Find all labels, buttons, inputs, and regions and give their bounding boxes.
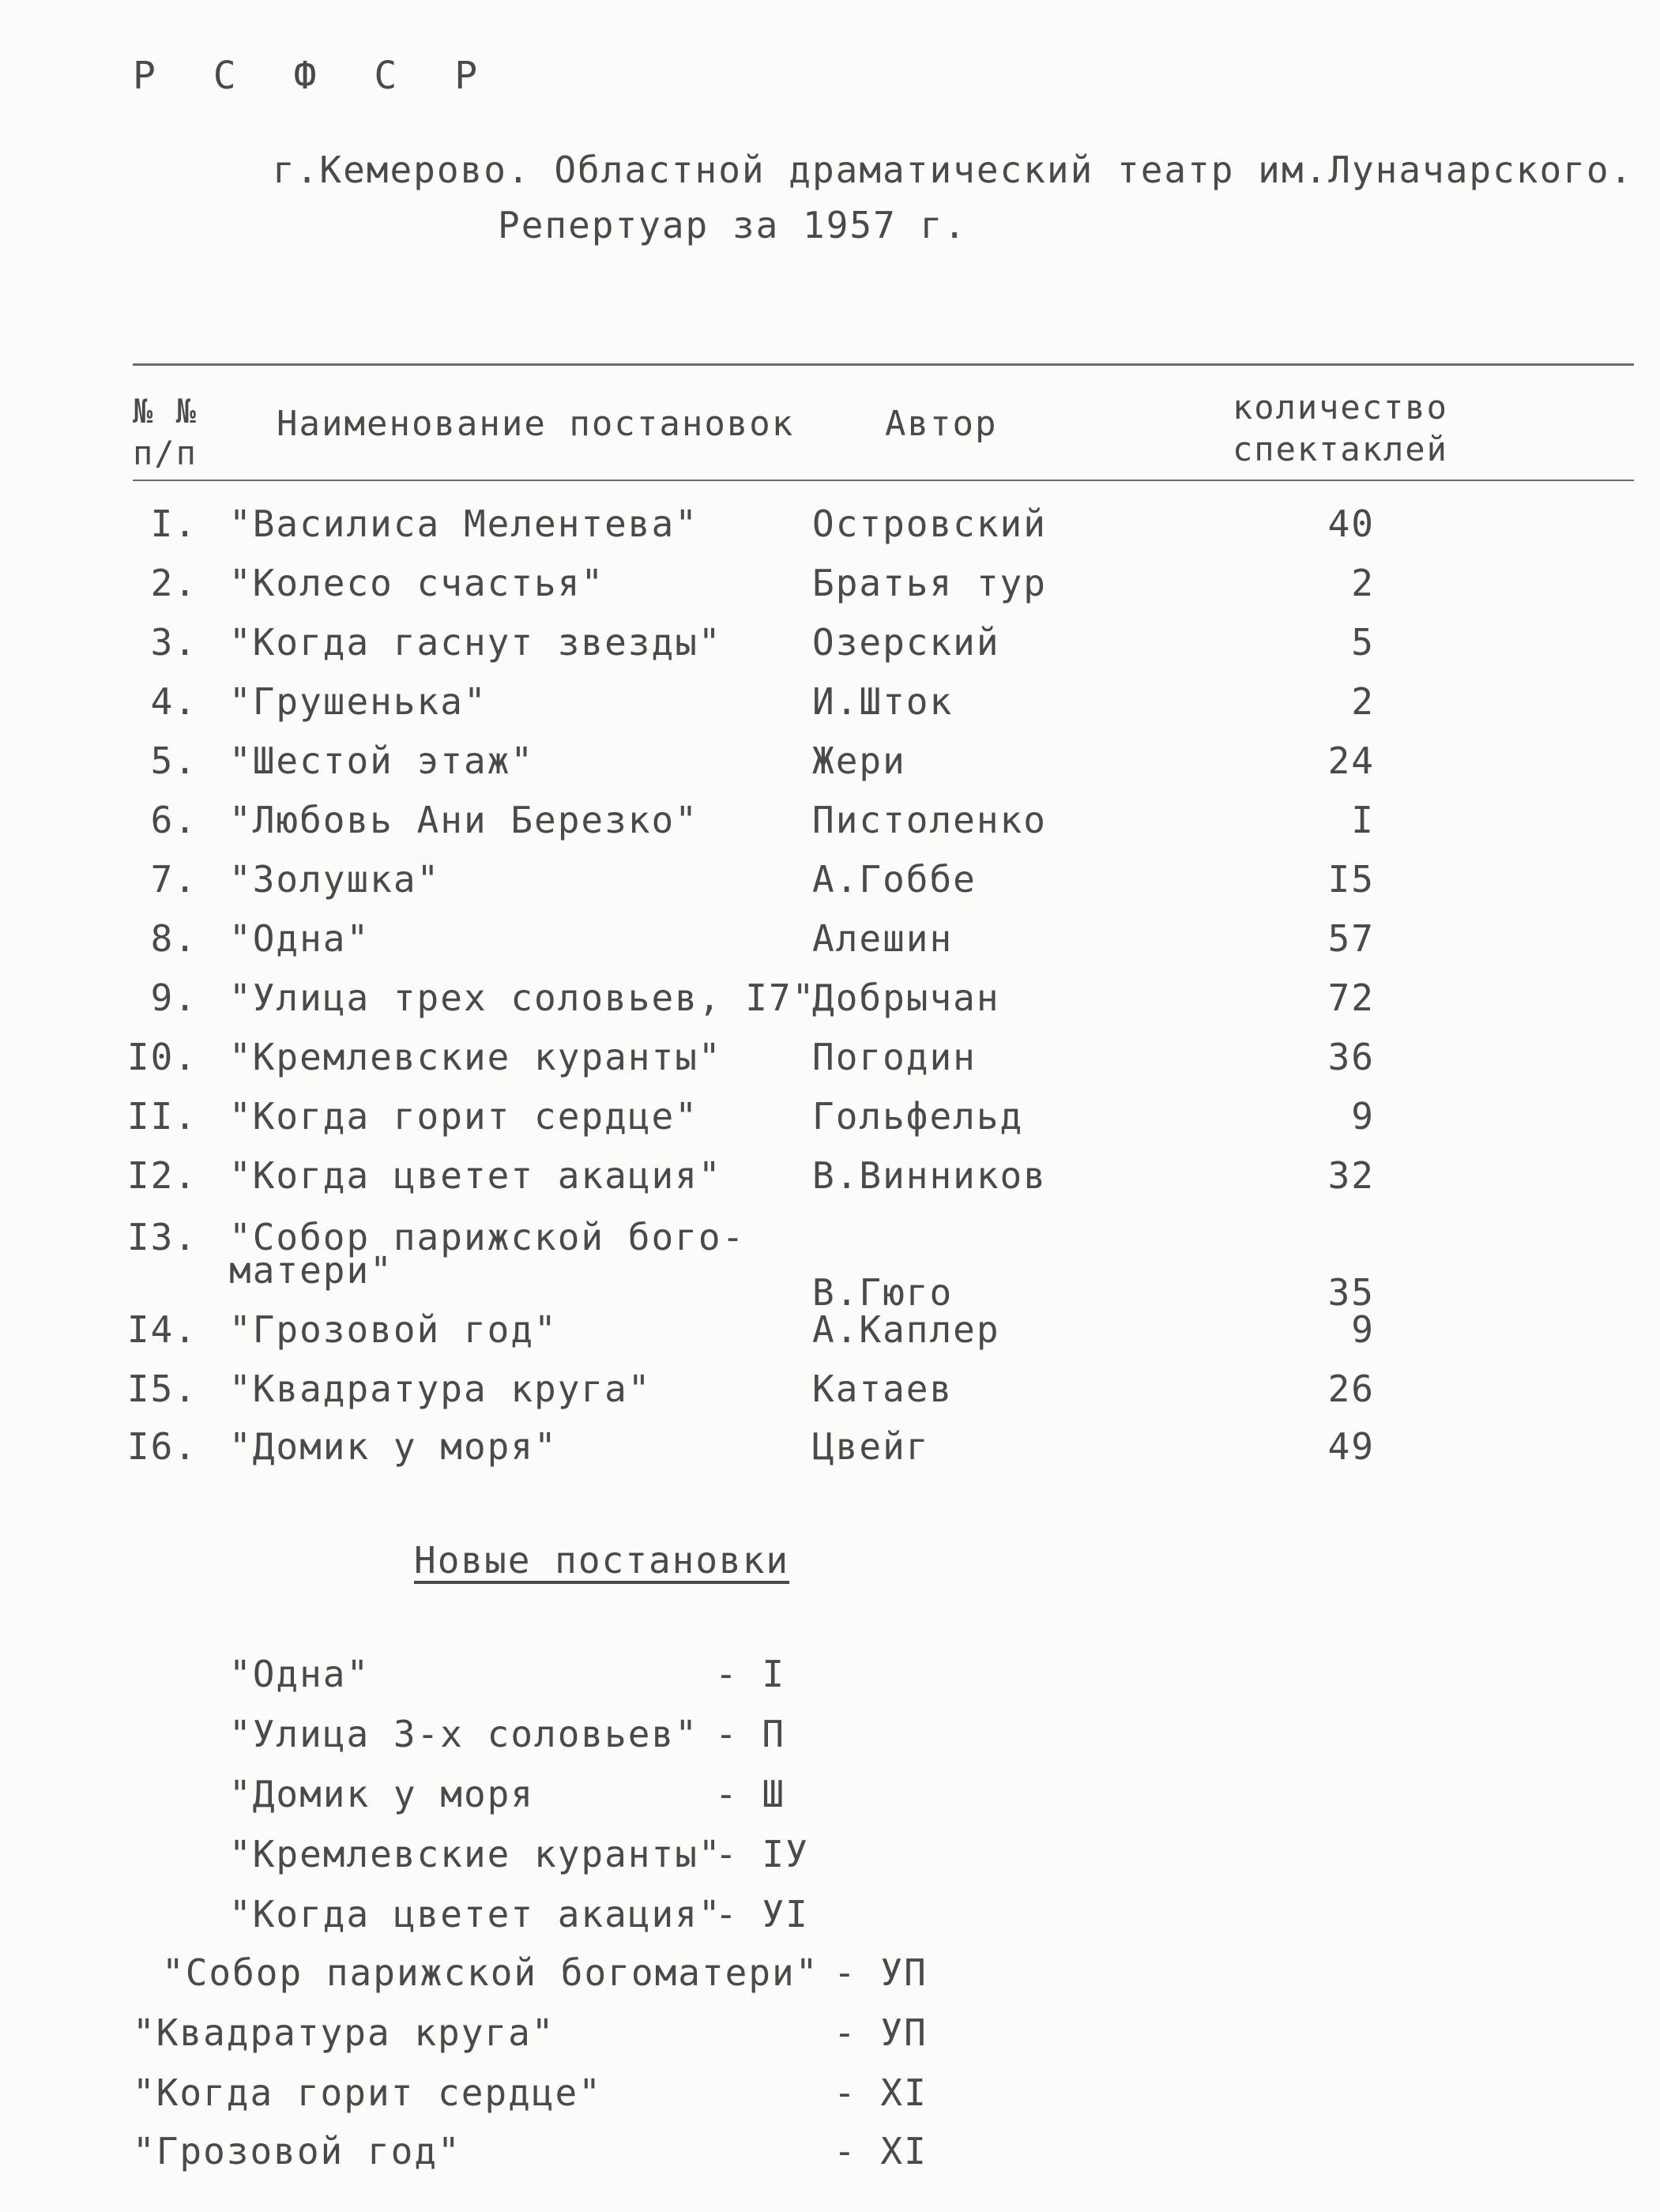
new-production-title: "Улица 3-х соловьев" <box>229 1713 698 1755</box>
row-count: I5 <box>1327 858 1375 901</box>
document-subtitle: Репертуар за 1957 г. <box>498 204 967 246</box>
row-number: I0. <box>126 1036 198 1078</box>
row-author: Братья тур <box>812 562 1047 604</box>
row-count: 40 <box>1327 502 1375 545</box>
new-production-month: - УП <box>834 1951 928 1994</box>
row-number: 7. <box>150 858 198 901</box>
row-author: А.Каплер <box>812 1308 1000 1351</box>
row-number: I2. <box>126 1154 198 1197</box>
row-count: 36 <box>1327 1036 1375 1078</box>
new-production-title: "Квадратура круга" <box>133 2011 555 2054</box>
row-name: "Когда горит сердце" <box>229 1095 698 1138</box>
row-name: "Кремлевские куранты" <box>229 1036 722 1078</box>
row-name: "Грозовой год" <box>229 1308 558 1351</box>
row-number: 4. <box>150 680 198 723</box>
row-name: "Грушенька" <box>229 680 487 723</box>
row-count: 57 <box>1327 917 1375 960</box>
row-number: 2. <box>150 562 198 604</box>
new-production-month: - XI <box>834 2071 928 2114</box>
row-name: "Домик у моря" <box>229 1425 558 1468</box>
new-production-title: "Собор парижской богоматери" <box>162 1951 819 1994</box>
new-production-title: "Когда цветет акация" <box>229 1893 722 1936</box>
row-author: А.Гоббе <box>812 858 977 901</box>
row-count: 26 <box>1327 1367 1375 1410</box>
new-production-title: "Домик у моря <box>229 1773 535 1815</box>
header-number-line1: № № <box>133 392 198 431</box>
row-count: 9 <box>1351 1095 1375 1138</box>
new-production-title: "Кремлевские куранты" <box>229 1833 722 1875</box>
new-production-title: "Грозовой год" <box>133 2130 461 2172</box>
document-title: г.Кемерово. Областной драматический театр им.Луначарского. <box>273 149 1634 191</box>
row-name: "Золушка" <box>229 858 441 901</box>
row-count: 35 <box>1327 1271 1375 1314</box>
row-count: I <box>1351 799 1375 841</box>
row-author: Погодин <box>812 1036 977 1078</box>
new-production-month: - УI <box>715 1893 809 1936</box>
row-name: "Василиса Мелентева" <box>229 502 698 545</box>
row-number: 8. <box>150 917 198 960</box>
row-number: 9. <box>150 976 198 1019</box>
header-name: Наименование постановок <box>277 404 795 444</box>
row-name: "Одна" <box>229 917 371 960</box>
row-author: Жери <box>812 739 906 782</box>
row-count: 2 <box>1351 680 1375 723</box>
row-author: Цвейг <box>812 1425 930 1468</box>
row-count: 9 <box>1351 1308 1375 1351</box>
row-author: И.Шток <box>812 680 954 723</box>
row-author: В.Гюго <box>812 1271 954 1314</box>
new-production-title: "Одна" <box>229 1653 371 1695</box>
row-count: 49 <box>1327 1425 1375 1468</box>
new-production-month: - IУ <box>715 1833 809 1875</box>
row-count: 2 <box>1351 562 1375 604</box>
row-name: "Улица трех соловьев, I7" <box>229 976 816 1019</box>
header-count-line1: количество <box>1233 388 1448 427</box>
row-number: I3. <box>126 1216 198 1258</box>
new-productions-heading: Новые постановки <box>414 1539 790 1582</box>
header-author: Автор <box>885 404 998 444</box>
row-name: "Когда гаснут звезды" <box>229 621 722 664</box>
header-count <box>1233 387 1448 470</box>
row-name: "Собор парижской бого- <box>229 1216 746 1258</box>
row-number: 3. <box>150 621 198 664</box>
table-header-rule <box>133 480 1634 481</box>
header-number-line2: п/п <box>133 433 198 472</box>
row-author: Озерский <box>812 621 1000 664</box>
new-production-month: - П <box>715 1713 786 1755</box>
new-production-title: "Когда горит сердце" <box>133 2071 602 2114</box>
row-name: "Шестой этаж" <box>229 739 535 782</box>
row-name: "Когда цветет акация" <box>229 1154 722 1197</box>
header-count-line2: спектаклей <box>1233 429 1448 468</box>
row-count: 24 <box>1327 739 1375 782</box>
row-count: 72 <box>1327 976 1375 1019</box>
new-production-month: - УП <box>834 2011 928 2054</box>
new-production-month: - Ш <box>715 1773 786 1815</box>
row-number: 6. <box>150 799 198 841</box>
row-name-continued: матери" <box>229 1249 393 1292</box>
row-number: I6. <box>126 1425 198 1468</box>
row-count: 5 <box>1351 621 1375 664</box>
row-author: Добрычан <box>812 976 1000 1019</box>
row-number: II. <box>126 1095 198 1138</box>
row-name: "Колесо счастья" <box>229 562 605 604</box>
row-number: I. <box>150 502 198 545</box>
row-number: I5. <box>126 1367 198 1410</box>
row-author: Катаев <box>812 1367 954 1410</box>
republic-heading: Р С Ф С Р <box>133 54 495 98</box>
new-production-month: - XI <box>834 2130 928 2172</box>
row-author: В.Винников <box>812 1154 1047 1197</box>
row-author: Пистоленко <box>812 799 1047 841</box>
row-name: "Любовь Ани Березко" <box>229 799 698 841</box>
header-number <box>133 391 198 474</box>
new-production-month: - I <box>715 1653 786 1695</box>
row-number: 5. <box>150 739 198 782</box>
row-author: Гольфельд <box>812 1095 1024 1138</box>
row-author: Алешин <box>812 917 954 960</box>
row-name: "Квадратура круга" <box>229 1367 652 1410</box>
table-top-rule <box>133 363 1634 366</box>
row-count: 32 <box>1327 1154 1375 1197</box>
row-author: Островский <box>812 502 1047 545</box>
row-number: I4. <box>126 1308 198 1351</box>
